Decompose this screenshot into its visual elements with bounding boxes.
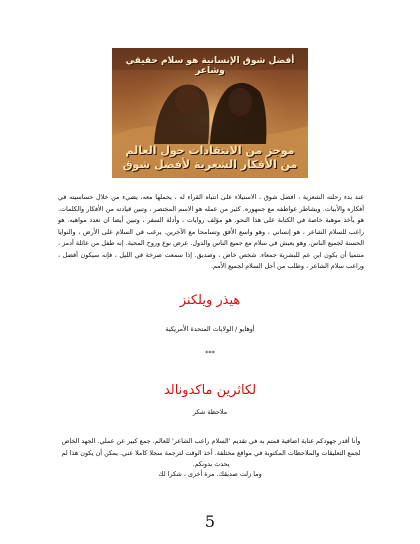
intro-paragraph: عند بدء رحلته الشعرية ، افضل شوق ، الاستيلاء على انتباه القراء له ، يحملها معه، يضيء من خلال حساسيته في أفكاره والأبيات. ويشاطر عواطفه مع جمهوره. كثير من عمله هو الاسم المختصر ، وتبين قيادته من الأفكار والكلمات. هو يأخذ موهبة خاصة في الكتابة على هذا النحو. هو مؤلف روايات ، وأدلة السفر ، وتبين أيضا ان تعدد مواهبه. هو راعب للسلام الشاعر ، هو إنساني ، وهو واسع الأفق وتسامحا مع الآخرين. يرغب في السلام على الأرض ، والنوايا الحسنة لجميع الناس. وهو يعيش في سلام مع جميع الناس والدول. عرض نوع وروح المحبة. إنه طفل من عائلة أدمز ، منتميا أن يكون ابن عم للبشرية جمعاء. شخص خاص ، وصديق. إذا سمعت صرخة في الليل ، فإنه سيكون أفضل ، وراعب سلام الشاعر ، وطلب من أجل السلام لجميع الأمم.: [58, 193, 364, 271]
cover-banner-image: [112, 48, 308, 178]
section-2-label: ملاحظة شكر: [192, 408, 228, 416]
banner-bottom-line-1: موجز من الانتقادات حول العالم: [125, 144, 295, 157]
section-1-heading: هيذر ويلكنز: [179, 293, 241, 308]
banner-top-text: أفضل شوق الإنسانية هو سلام حقيقي وشاعر: [125, 56, 295, 76]
banner-bottom-line-2: من الأفكار الشعرية لأفضل شوق: [122, 158, 298, 171]
section-2-paragraph: وأنا أقدر جهودكم عناية اضافية قمتم به في تقديم 'السلام راعب الشاعر' للعالم. جمع كبير عن عملي. الجهد الخاص لجمع التعليقات والملاحظات المكتوبة في مواقع مختلفة. أخذ الوقت لترجمة سجلا كاملا عني. يمكن أن يكون هذا لم يحدث بدونكم.: [61, 437, 361, 469]
section-2-heading: لكاثرين ماكدونالد: [163, 383, 257, 398]
section-2-closing: وما زلت صديقك. مرة أخرى ، شكرا لك: [158, 470, 262, 478]
banner-bottom-text: [112, 144, 308, 172]
section-separator: ***: [205, 349, 215, 357]
section-1-location: أوهايو / الولايات المتحدة الأمريكية: [165, 325, 255, 333]
page-number: 5: [204, 512, 216, 531]
